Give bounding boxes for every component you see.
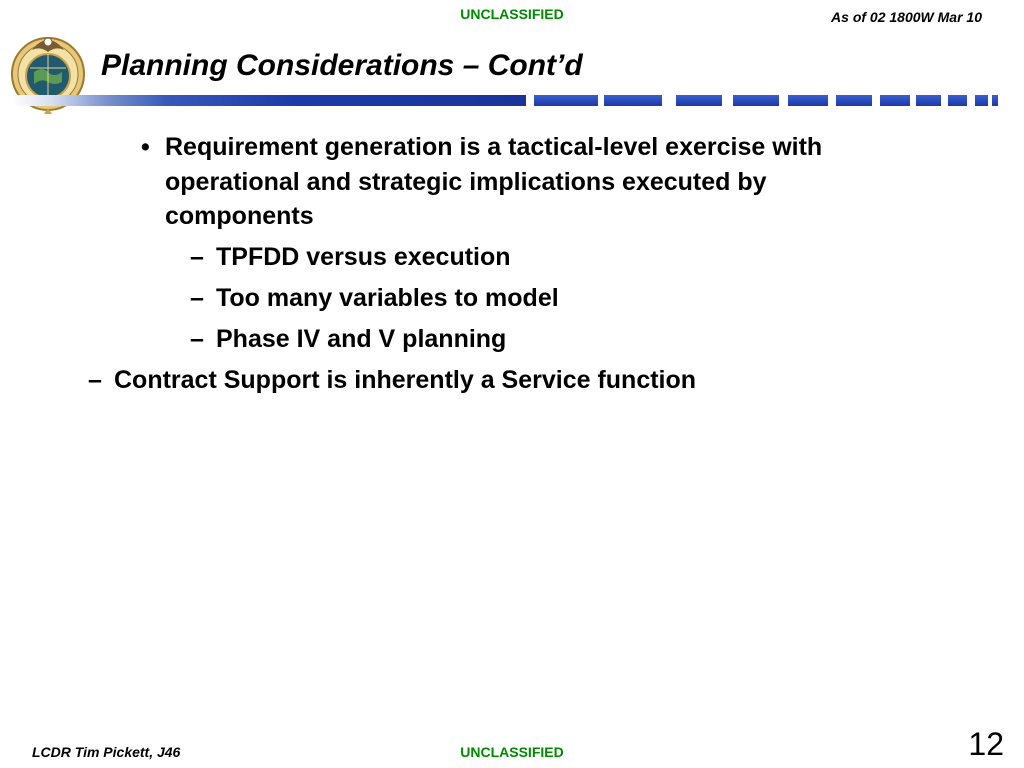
bullet-text-line: components [165, 202, 314, 230]
dash-marker: – [190, 284, 204, 312]
dash-marker: – [190, 243, 204, 271]
dash-marker: – [190, 325, 204, 353]
bullet-text-line: Requirement generation is a tactical-level exercise with [165, 133, 823, 161]
dash-marker: – [88, 366, 102, 394]
sub-item: TPFDD versus execution [216, 243, 511, 271]
as-of-date: As of 02 1800W Mar 10 [831, 9, 982, 25]
title-bar-segment [836, 95, 872, 106]
title-bar-segment [992, 95, 998, 106]
sub-item: Too many variables to model [216, 284, 559, 312]
page-number: 12 [968, 726, 1004, 762]
title-bar-segment [916, 95, 941, 106]
footer-author: LCDR Tim Pickett, J46 [32, 744, 181, 760]
outer-item: Contract Support is inherently a Service function [114, 366, 697, 394]
title-bar-segment [880, 95, 910, 106]
title-bar-segment [788, 95, 828, 106]
title-bar-segment [604, 95, 662, 106]
bullet-marker: • [141, 133, 150, 161]
bullet-text-line: operational and strategic implications executed by [165, 168, 767, 196]
slide-title: Planning Considerations – Cont’d [101, 49, 583, 82]
title-bar-segment [676, 95, 722, 106]
bottom-classification: UNCLASSIFIED [460, 744, 564, 760]
title-bar-segment [733, 95, 779, 106]
title-bar-segment [948, 95, 967, 106]
title-bar-segment [975, 95, 988, 106]
top-classification: UNCLASSIFIED [460, 6, 564, 22]
title-bar-segment [534, 95, 598, 106]
sub-item: Phase IV and V planning [216, 325, 507, 353]
title-underline-bar [12, 95, 526, 106]
